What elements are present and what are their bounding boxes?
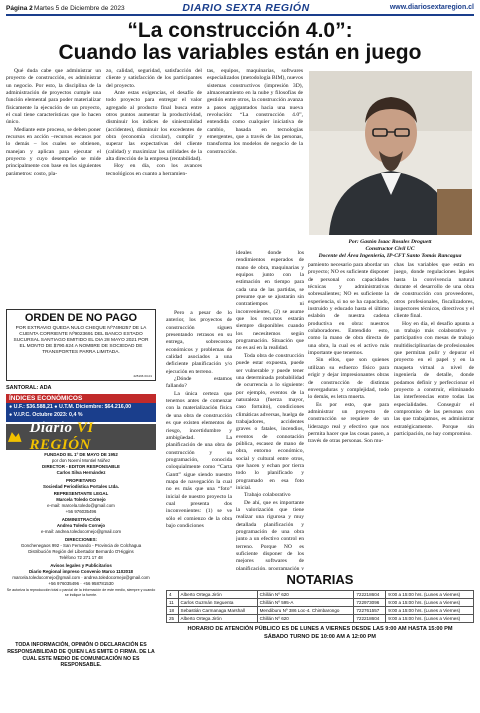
- address-line: Gonchenegaos 992 - San Fernando - Provincia de Colchagua: [20, 542, 142, 548]
- caption-role: Constructor Civil UC: [365, 246, 415, 252]
- paragraph: Qué duda cabe que administrar un proyecto de construcción, es administrar un negocio. Por esto, la disciplina de la administración de proyectos cumple una función elemental para poder materializar físicamente la ejecución de un proyecto, el cual tiene características que lo hacen único.: [6, 68, 101, 126]
- logo-text: [30, 420, 156, 454]
- notaria-address: Chillán Nº 620: [257, 615, 354, 623]
- paragraph: zo, calidad, seguridad, satisfacción del cliente y satisfacción de los participantes del proyecto.: [106, 68, 202, 89]
- saturday-hours: SÁBADO TURNO DE 10:00 AM A 12:00 PM: [264, 634, 376, 640]
- caption-author: Por: Gastón Isaac Rosales Droguett: [348, 239, 432, 245]
- table-row: [167, 599, 474, 607]
- ads-phones: +56 976035496 · +56 958781530: [48, 581, 114, 587]
- paragraph: Mediante este proceso, se deben poner recursos en acción –recursos escasos por lo demás – los cuales se obtienen, manejan y aplican para ejecutar el proyecto y cuyo desempeño se mide principalmente con base en los siguientes parámetros: costo, pla-: [6, 126, 101, 177]
- paragraph: Hoy en día, con los avances tecnológicos en cuanto a herramien-: [106, 163, 202, 177]
- paragraph: pamiento necesario para abordar un proyecto; NO es suficiente disponer de personal con capacidades técnicas y administrativas sobresalientes; NO es suficiente la experiencia, si no se ha capacitado, instruido y educado hasta el último eslabón de nuestra cadena productiva en obra: nuestros colaboradores. Entendido esto, como la mano de obra directa de una obra, la cual es el activo más importante que tenemos.: [308, 262, 389, 357]
- legal-phone: +56 976035496: [65, 509, 97, 515]
- notaria-name: Alberto Ortega Jirón: [178, 615, 257, 623]
- website-link[interactable]: www.diariosextaregion.cl: [389, 4, 474, 11]
- address-line: Distribución Región del Libertador Bernardo O'Higgins: [28, 548, 134, 554]
- author-photo: [309, 71, 472, 235]
- article-column-2b: [166, 310, 232, 570]
- article-column-2: [106, 68, 202, 304]
- notaria-hours: 9:00 a 15:00 hrs. (Lunes a Viernes): [386, 607, 474, 615]
- article-title: [6, 20, 474, 64]
- owner-label: PROPIETARIO: [66, 477, 96, 483]
- masthead-credits: [6, 452, 156, 597]
- logo-sub: VI REGIÓN: [29, 420, 94, 453]
- table-row: [167, 607, 474, 615]
- region-map-icon: [6, 429, 24, 445]
- title-line-1: “La construcción 4.0”:: [127, 19, 353, 42]
- paragraph: De ahí, que es importante la valorización que tiene realizar una rigurosa y muy detallada planificación y programación de una obra junto a un efectivo control en terreno. Porque NO es suficiente disponer de los mejores softwares de planificación, programación y: [236, 499, 304, 570]
- legal-name: Marcela Toledo Cornejo: [56, 497, 106, 503]
- notaria-hours: 9:00 a 15:00 hrs. (Lunes a Viernes): [386, 591, 474, 599]
- notarias-section: [166, 572, 474, 641]
- owner-name: Sociedad Periodística Portales Ltda.: [43, 483, 119, 489]
- newspaper-logo: [6, 420, 156, 453]
- notaria-phone: 722761557: [354, 607, 386, 615]
- notaria-name: Sebastián Carmanaga Marshall: [178, 607, 257, 615]
- article-column-6: [394, 262, 474, 570]
- paragraph: Es por esto, que para administrar un proyecto de construcción se requiere de un liderazgo real y efectivo que nos permita hacer que las cosas pasen, a través de otras personas. Son mu-: [308, 401, 389, 445]
- legal-email[interactable]: e-mail: marcela.toledo@gmail.com: [47, 503, 115, 509]
- notice-code: 225196 03-01: [133, 374, 152, 378]
- author-photo-image: [309, 71, 472, 235]
- notaria-address: Chillán Nº 595-A: [257, 599, 354, 607]
- issue-date: - Martes 5 de Diciembre de 2023: [30, 5, 125, 12]
- page-number: Página 2: [6, 5, 33, 12]
- notaria-phone: 722218604: [354, 615, 386, 623]
- page-header: [6, 2, 474, 16]
- ads-emails[interactable]: marcela.toledocornejo@gmail.com · andrea.toledocornejo@gmail.com: [12, 575, 150, 581]
- director-label: DIRECTOR - EDITOR RESPONSABLE: [42, 463, 120, 469]
- photo-caption: [306, 239, 474, 260]
- paragraph: chas las variables que están en juego, donde regulaciones legales hasta la convivencia natural durante el desarrollo de una obra de construcción con proveedores, otros profesionales, fiscalizadores, inspectores técnicos, directivos y el cliente final.: [394, 262, 474, 320]
- subheading: Trabajo colaborativo: [244, 492, 291, 499]
- notaria-number: 11: [167, 599, 179, 607]
- paragraph: Hoy en día, el desafío apunta a un trabajo más colaborativo y participativo con mesas de trabajo multidisciplinarias de profesionales que permitan pulir y depurar el proyecto en el papel y en la maqueta virtual a nivel de ingeniería de detalle, donde podamos definir y perfeccionar el proyecto a construir, eliminando las interferencias entre todas las especialidades. Conseguir el compromiso de las personas con las que trabajamos, es administrar estratégicamente. Porque sin participación, no hay compromiso.: [394, 320, 474, 437]
- notaria-number: 18: [167, 607, 179, 615]
- notarias-heading: NOTARIAS: [286, 572, 354, 587]
- admin-label: ADMINISTRACIÓN: [61, 517, 101, 523]
- ads-label: Avisos legales y Publicitarios: [50, 563, 112, 569]
- reproduction-disclaimer: Se autoriza la reproducción total o parcial de la información de este medio, siempre y cuando se indique la fuente.: [6, 588, 156, 597]
- indices-row: ● V.I.P.C. Octubre 2023: 0,4 %: [9, 412, 83, 418]
- article-column-4: [236, 250, 304, 570]
- article-column-1: [6, 68, 101, 178]
- admin-email[interactable]: e-mail: andrea.toledocornejo@gmail.com: [40, 528, 122, 534]
- notaria-name: Alberto Ortega Jirón: [178, 591, 257, 599]
- notaria-address: Chillán Nº 620: [257, 591, 354, 599]
- newspaper-name: DIARIO SEXTA REGIÓN: [182, 2, 310, 14]
- notaria-hours: 9:00 a 15:00 hrs. (Lunes a Viernes): [386, 615, 474, 623]
- table-row: [167, 615, 474, 623]
- indices-heading: ÍNDICES ECONÓMICOS: [6, 394, 156, 403]
- notaria-hours: 9:00 a 15:00 hrs. (Lunes a Viernes): [386, 599, 474, 607]
- founder-line: por don Noemí Montiel Núñez: [51, 457, 111, 463]
- indices-row: ● U.F.: $36.588,21 ● U.T.M. Diciembre: $64.216,00: [9, 404, 132, 410]
- article-column-5: [308, 262, 389, 570]
- table-row: [167, 591, 474, 599]
- paragraph: Pero a pesar de lo anterior, los proyectos de construcción siguen presentando retrasos en su entrega, sobrecostos económicos y problemas de calidad asociados a una deficiente planificación y/o ejecución en terreno.: [166, 310, 232, 375]
- founded-line: FUNDADO EL 1º DE MAYO DE 1952: [44, 452, 118, 457]
- phone-line: Teléfono 72 271 17 48: [59, 554, 103, 560]
- logo-main: Diario: [29, 420, 73, 436]
- santoral: SANTORAL: ADA: [6, 385, 52, 391]
- notaria-address: Mendiburu Nº 386 Loc-4. Chimbarongo: [257, 607, 354, 615]
- admin-name: Andrea Toledo Cornejo: [56, 522, 106, 528]
- paragraph: La única certeza que tenemos antes de comenzar con la materialización física de una obra de construcción es que existen elementos de riesgo, incertidumbre y ambigüedad. La planificación de una obra de construcción y su programación, conocida coloquialmente como “Carta Gantt” sigue siendo nuestro mapa de navegación la cual no es más que una “foto” inicial de nuestro proyecto la cual presenta dos inconvenientes: (1) se ve sólo el comienzo de la obra bajo condiciones: [166, 390, 232, 529]
- notice-text: POR EXTRAVIO QUEDA NULO CHEQUE Nº7496257 DE LA CUENTA CORRIENTE Nº9023691 DEL BANCO ESTADO SUCURSAL SANTIAGO EMITIDO EL DIA 28 MAYO 2021 POR EL MONTO DE $790.624 A NOMBRE DE SOCIEDAD DE TRANSPORTES PARRA LIMITADA.: [13, 326, 149, 355]
- paragraph: Ante estas exigencias, el desafío de todo proyecto para entregar el valor agregado al producto final busca entre otros puntos aumentar la productividad, disminuir los índices de siniestralidad (accidentes), disminuir los excedentes de obra (economía circular), cumplir y superar las expectativas del cliente (calidad) y maximizar las utilidades de la alta dirección de la empresa (rentabilidad).: [106, 90, 202, 163]
- economic-indices: [6, 394, 156, 422]
- notaria-name: Carlos Guzmán Seguenta: [178, 599, 257, 607]
- director-name: Carlos Silva Hernández: [56, 469, 106, 475]
- legal-label: REPRESENTANTE LEGAL: [53, 491, 109, 497]
- addresses-label: DIRECCIONES:: [65, 536, 97, 542]
- paragraph: ideales donde los rendimientos esperados de mano de obra, maquinarias y equipos junto con la estimación en tiempo para cada una de las partidas, se presume que se ajustarán sin contratiempos ni inconvenientes, (2) se asume que los recursos estarán siempre disponibles cuando los necesitemos según programación. Situación que no es así en la realidad.: [236, 250, 304, 352]
- orden-no-pago-notice: [6, 309, 156, 381]
- subheading: ¿Dónde estamos fallando?: [166, 376, 232, 390]
- notaria-phone: 722218604: [354, 591, 386, 599]
- notaria-number: 25: [167, 615, 179, 623]
- opinion-disclaimer: TODA INFORMACIÓN, OPINIÓN O DECLARACIÓN ES RESPONSABILIDAD DE QUIEN LAS EMITE O FIRMA. DE LA CUAL ESTE MEDIO DE COMUNICACIÓN NO ES RESPONSABLE.: [7, 642, 155, 669]
- ads-convenio: Diario Regional impreso Convenio Marco 1102018: [29, 569, 133, 575]
- notice-heading: ORDEN DE NO PAGO: [24, 312, 138, 324]
- title-line-2: Cuando las variables están en juego: [58, 41, 422, 64]
- weekday-hours: HORARIO DE ATENCIÓN PÚBLICO ES DE LUNES A VIERNES DESDE LAS 9:00 AM HASTA 15:00 PM: [187, 626, 453, 632]
- paragraph: tas, equipos, maquinarias, softwares especializados (metodología BIM), nuevos sistemas constructivos (impresión 3D), almacenamiento en la nube y filosofías de gestión entre otros, la construcción avanza a pasos agigantados hacia una nueva revolución: “La construcción 4.0”, entendida como cualquier iniciativa de cambio, basada en tecnologías emergentes, que a través de las personas, transforma los modelos de negocio de la construcción.: [207, 68, 303, 155]
- notaria-number: 4: [167, 591, 179, 599]
- notarias-hours-footer: [166, 625, 474, 641]
- paragraph: Sin ellos, que son quienes utilizan su esfuerzo físico para erigir y dejar impresionantes obras de construcción de distintas envergaduras y complejidad, todo lo demás, es letra muerta.: [308, 357, 389, 401]
- caption-affiliation: Docente del Área Ingeniería, IP-CFT Santo Tomás Rancagua: [318, 253, 462, 259]
- notaria-phone: 722973096: [354, 599, 386, 607]
- paragraph: Toda obra de construcción puede estar expuesta, puede ser vulnerable y puede tener una determinada probabilidad de ocurrencia a lo siguiente: por ejemplo, eventos de la naturaleza (fuerza mayor, caso fortuito), condiciones climáticas adversas, huelga de trabajadores, accidentes graves o fatales, incendios, eventos de connotación pública, escasez de mano de obra, entorno económico, social y cultural entre otros, que hacen y echan por tierra todo lo planificado y programado en esa foto inicial.: [236, 352, 304, 491]
- notarias-table: [166, 590, 474, 623]
